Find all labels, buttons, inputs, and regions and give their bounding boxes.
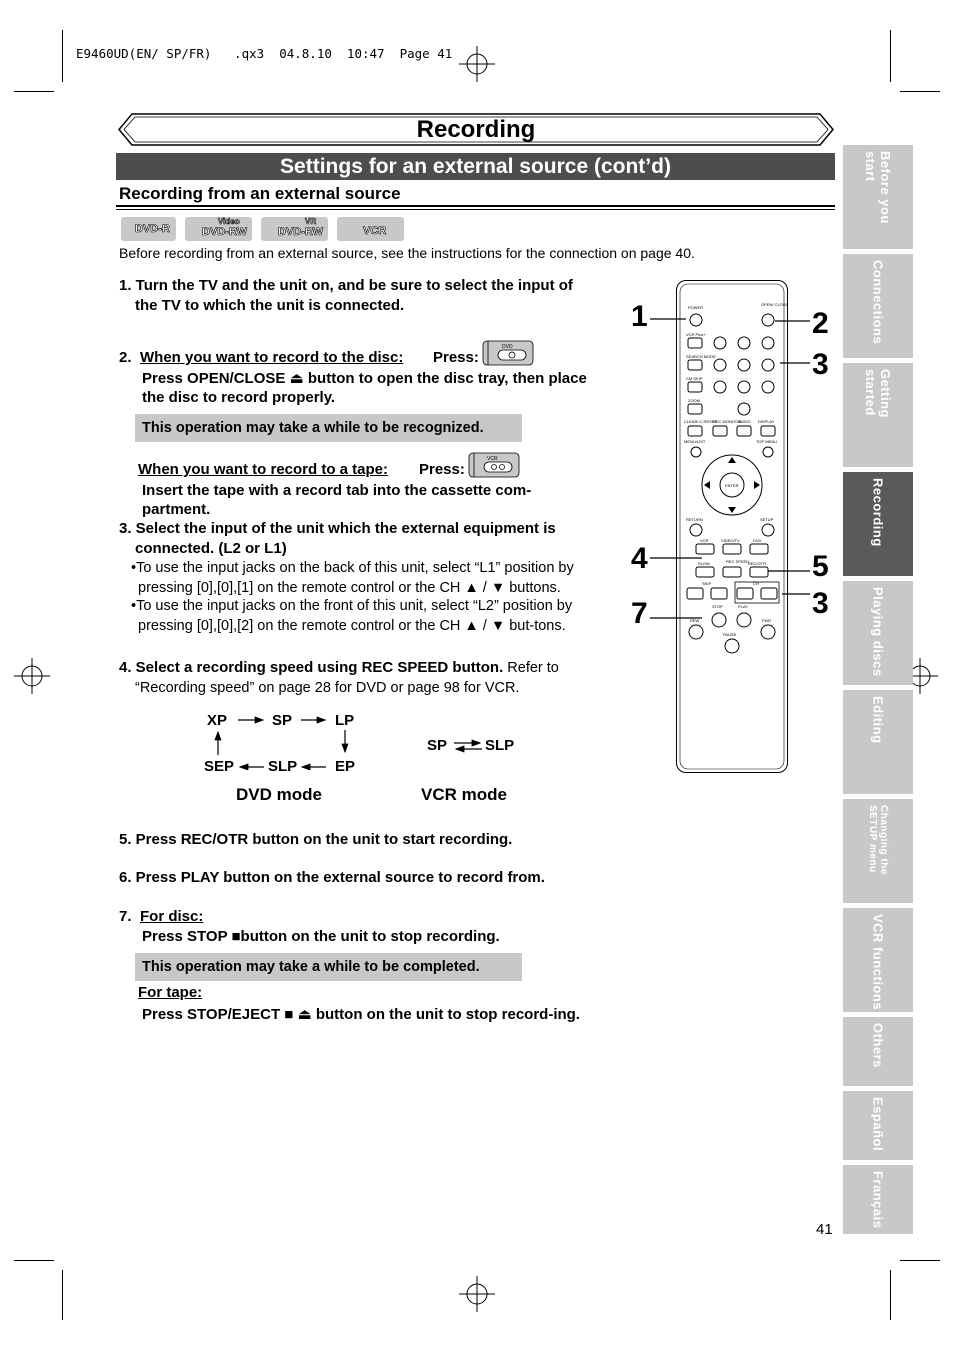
- step-3-bullet-2: •To use the input jacks on the front of this unit, select “L2” position by pressing [0],[0],[2] on the remote control or the CH ▲ / ▼ but-tons.: [131, 598, 573, 634]
- callout-2: 2: [812, 307, 829, 340]
- step-7-tape-instruction: Press STOP/EJECT ■ ⏏ button on the unit to stop record-ing.: [142, 1006, 580, 1023]
- step-2-tape-heading: When you want to record to a tape:: [138, 461, 389, 478]
- section-title: Settings for an external source (cont’d): [116, 153, 835, 180]
- dvd-rw-vr-badge: VR DVD-RW: [261, 217, 328, 241]
- step-4-heading: 4. Select a recording speed using REC SPEED button.: [119, 659, 504, 676]
- vcr-badge: VCR: [337, 217, 404, 241]
- vcr-button-icon: [468, 452, 520, 478]
- print-header: E9460UD(EN/ SP/FR) .qx3 04.8.10 10:47 Page 41: [76, 46, 453, 61]
- tab-playing-discs[interactable]: Playing discs: [843, 581, 913, 685]
- svg-text:SEARCH MODE: SEARCH MODE: [686, 354, 716, 359]
- intro-text: Before recording from an external source, see the instructions for the connection on page 40.: [119, 245, 695, 261]
- step-3-heading: 3. Select the input of the unit which the external equipment is connected. (L2 or L1): [119, 520, 556, 557]
- step-4: [119, 658, 589, 698]
- crop-mark: [62, 30, 63, 82]
- crop-mark: [14, 1260, 54, 1261]
- svg-text:REC/OTR: REC/OTR: [748, 561, 766, 566]
- svg-text:CM SKIP: CM SKIP: [686, 376, 703, 381]
- step-2-tape-instruction: Insert the tape with a record tab into the cassette com-partment.: [142, 482, 532, 518]
- svg-text:VCR: VCR: [700, 538, 709, 543]
- vcr-mode-sp: SP: [427, 737, 448, 754]
- svg-text:STOP: STOP: [712, 604, 723, 609]
- crop-mark: [14, 91, 54, 92]
- mode-sep: SEP: [204, 758, 235, 775]
- callout-3: 3: [812, 348, 829, 381]
- svg-text:DISPLAY: DISPLAY: [758, 419, 775, 424]
- complete-note: This operation may take a while to be completed.: [135, 953, 522, 981]
- divider: [116, 205, 835, 207]
- mode-sp: SP: [272, 712, 293, 729]
- svg-text:CH: CH: [753, 581, 759, 586]
- subheading: Recording from an external source: [119, 184, 401, 203]
- step-2-disc-heading: When you want to record to the disc:: [140, 349, 404, 366]
- page-number: 41: [816, 1221, 833, 1238]
- step-3-bullet-1: •To use the input jacks on the back of this unit, select “L1” position by pressing [0],[0],[1] on the remote control or the CH ▲ / ▼ buttons.: [131, 560, 574, 596]
- step-1: 1. Turn the TV and the unit on, and be sure to select the input of the TV to which the unit is connected.: [119, 277, 573, 314]
- callout-7: 7: [631, 597, 648, 630]
- registration-mark-icon: [459, 1276, 495, 1312]
- svg-text:CLEAR/ C.RESET: CLEAR/ C.RESET: [684, 419, 717, 424]
- svg-text:VCR: VCR: [487, 456, 498, 462]
- mode-lp: LP: [335, 712, 355, 729]
- tab-others[interactable]: Others: [843, 1017, 913, 1086]
- callout-1: 1: [631, 300, 648, 333]
- press-label: Press:: [433, 349, 479, 366]
- svg-text:FWD: FWD: [762, 618, 772, 623]
- crop-mark: [890, 30, 891, 82]
- vcr-mode-slp: SLP: [485, 737, 515, 754]
- divider: [116, 209, 835, 210]
- recognize-note: This operation may take a while to be recognized.: [135, 414, 522, 442]
- crop-mark: [890, 1270, 891, 1320]
- press-label: Press:: [419, 461, 465, 478]
- svg-text:SETUP: SETUP: [760, 517, 774, 522]
- svg-text:PLAY: PLAY: [738, 604, 748, 609]
- crop-mark: [900, 1260, 940, 1261]
- tab-connections[interactable]: Connections: [843, 254, 913, 358]
- tab-before-you-start[interactable]: Before you start: [843, 145, 913, 249]
- step-2-disc-instruction: Press OPEN/CLOSE ⏏ button to open the disc tray, then place the disc to record properly.: [142, 370, 587, 406]
- svg-text:SLOW: SLOW: [698, 561, 710, 566]
- svg-text:REC SPEED: REC SPEED: [726, 559, 750, 564]
- dvd-rw-video-badge: Video DVD-RW: [185, 217, 252, 241]
- tab-vcr-functions[interactable]: VCR functions: [843, 908, 913, 1012]
- dvd-mode-arrows: [200, 710, 360, 770]
- crop-mark: [900, 91, 940, 92]
- step-4-text: Refer to “Recording speed” on page 28 for DVD or page 98 for VCR.: [135, 660, 559, 696]
- crop-mark: [62, 1270, 63, 1320]
- step-7-disc-instruction: Press STOP ■button on the unit to stop recording.: [142, 928, 500, 945]
- svg-text:REW: REW: [690, 618, 700, 623]
- step-7-number: 7.: [119, 908, 132, 925]
- svg-text:REC MONITOR: REC MONITOR: [713, 419, 742, 424]
- tab-changing-setup-menu[interactable]: Changing the SETUP menu: [843, 799, 913, 903]
- dvd-r-badge: DVD-R: [121, 217, 176, 241]
- tab-espanol[interactable]: Español: [843, 1091, 913, 1160]
- tab-getting-started[interactable]: Getting started: [843, 363, 913, 467]
- svg-text:POWER: POWER: [688, 305, 704, 310]
- svg-text:AUDIO: AUDIO: [738, 419, 751, 424]
- svg-text:VIDEO/TV: VIDEO/TV: [721, 538, 740, 543]
- dvd-button-icon: [482, 340, 534, 366]
- step-2-number: 2.: [119, 349, 132, 366]
- svg-text:SKIP: SKIP: [702, 581, 712, 586]
- svg-text:ENTER: ENTER: [725, 483, 739, 488]
- tab-editing[interactable]: Editing: [843, 690, 913, 794]
- svg-text:MENU/LIST: MENU/LIST: [684, 439, 706, 444]
- mode-slp: SLP: [268, 758, 298, 775]
- mode-ep: EP: [335, 758, 356, 775]
- svg-text:TOP MENU: TOP MENU: [756, 439, 777, 444]
- svg-text:ZOOM: ZOOM: [688, 398, 700, 403]
- vcr-mode-arrows: [452, 738, 484, 754]
- step-7-tape-heading: For tape:: [138, 984, 203, 1001]
- step-6: 6. Press PLAY button on the external source to record from.: [119, 869, 545, 886]
- svg-text:OPEN/ CLOSE: OPEN/ CLOSE: [761, 302, 788, 307]
- tab-recording[interactable]: Recording: [843, 472, 913, 576]
- dvd-mode-title: DVD mode: [236, 785, 322, 804]
- vcr-mode-title: VCR mode: [421, 785, 507, 804]
- registration-mark-icon: [14, 658, 50, 694]
- svg-text:DVD: DVD: [502, 344, 513, 350]
- callout-4: 4: [631, 542, 648, 575]
- step-7-disc-heading: For disc:: [140, 908, 204, 925]
- svg-text:PAUSE: PAUSE: [723, 632, 737, 637]
- svg-text:DVD: DVD: [753, 538, 762, 543]
- mode-xp: XP: [207, 712, 228, 729]
- remote-control-graphic: [676, 280, 788, 773]
- page-title: Recording: [416, 116, 536, 143]
- callout-5: 5: [812, 550, 829, 583]
- tab-francais[interactable]: Français: [843, 1165, 913, 1234]
- svg-text:RETURN: RETURN: [686, 517, 703, 522]
- callout-3: 3: [812, 587, 829, 620]
- registration-mark-icon: [459, 46, 495, 82]
- step-5: 5. Press REC/OTR button on the unit to start recording.: [119, 831, 513, 848]
- svg-text:VCR Plus+: VCR Plus+: [686, 332, 706, 337]
